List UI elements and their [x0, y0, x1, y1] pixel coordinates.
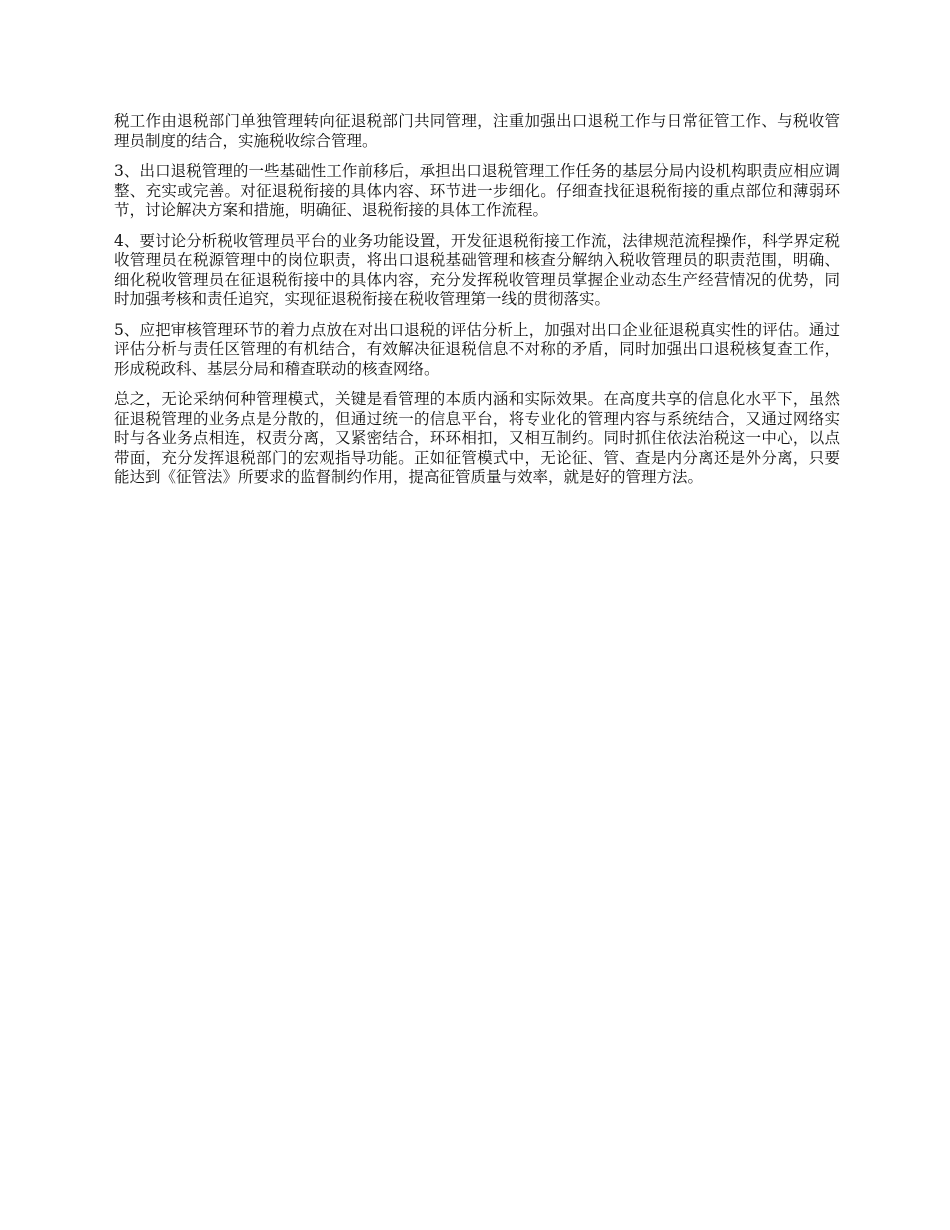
- paragraph-conclusion: 总之，无论采纳何种管理模式，关键是看管理的本质内涵和实际效果。在高度共享的信息化水平下，虽然征退税管理的业务点是分散的，但通过统一的信息平台，将专业化的管理内容与系统结合，又通过网络实时与各业务点相连，权责分离，又紧密结合，环环相扣，又相互制约。同时抓住依法治税这一中心，以点带面，充分发挥退税部门的宏观指导功能。正如征管模式中，无论征、管、查是内分离还是外分离，只要能达到《征管法》所要求的监督制约作用，提高征管质量与效率，就是好的管理方法。: [114, 390, 840, 486]
- paragraph-item-3: 3、出口退税管理的一些基础性工作前移后，承担出口退税管理工作任务的基层分局内设机构职责应相应调整、充实或完善。对征退税衔接的具体内容、环节进一步细化。仔细查找征退税衔接的重点部位和薄弱环节，讨论解决方案和措施，明确征、退税衔接的具体工作流程。: [114, 162, 840, 219]
- paragraph-item-5: 5、应把审核管理环节的着力点放在对出口退税的评估分析上，加强对出口企业征退税真实性的评估。通过评估分析与责任区管理的有机结合，有效解决征退税信息不对称的矛盾，同时加强出口退税核复查工作，形成税政科、基层分局和稽查联动的核查网络。: [114, 320, 840, 378]
- paragraph-continuation: 税工作由退税部门单独管理转向征退税部门共同管理，注重加强出口退税工作与日常征管工作、与税收管理员制度的结合，实施税收综合管理。: [114, 112, 840, 150]
- document-page: [114, 112, 840, 499]
- paragraph-item-4: 4、要讨论分析税收管理员平台的业务功能设置，开发征退税衔接工作流，法律规范流程操作，科学界定税收管理员在税源管理中的岗位职责，将出口退税基础管理和核查分解纳入税收管理员的职责范围，明确、细化税收管理员在征退税衔接中的具体内容，充分发挥税收管理员掌握企业动态生产经营情况的优势，同时加强考核和责任追究，实现征退税衔接在税收管理第一线的贯彻落实。: [114, 231, 840, 308]
